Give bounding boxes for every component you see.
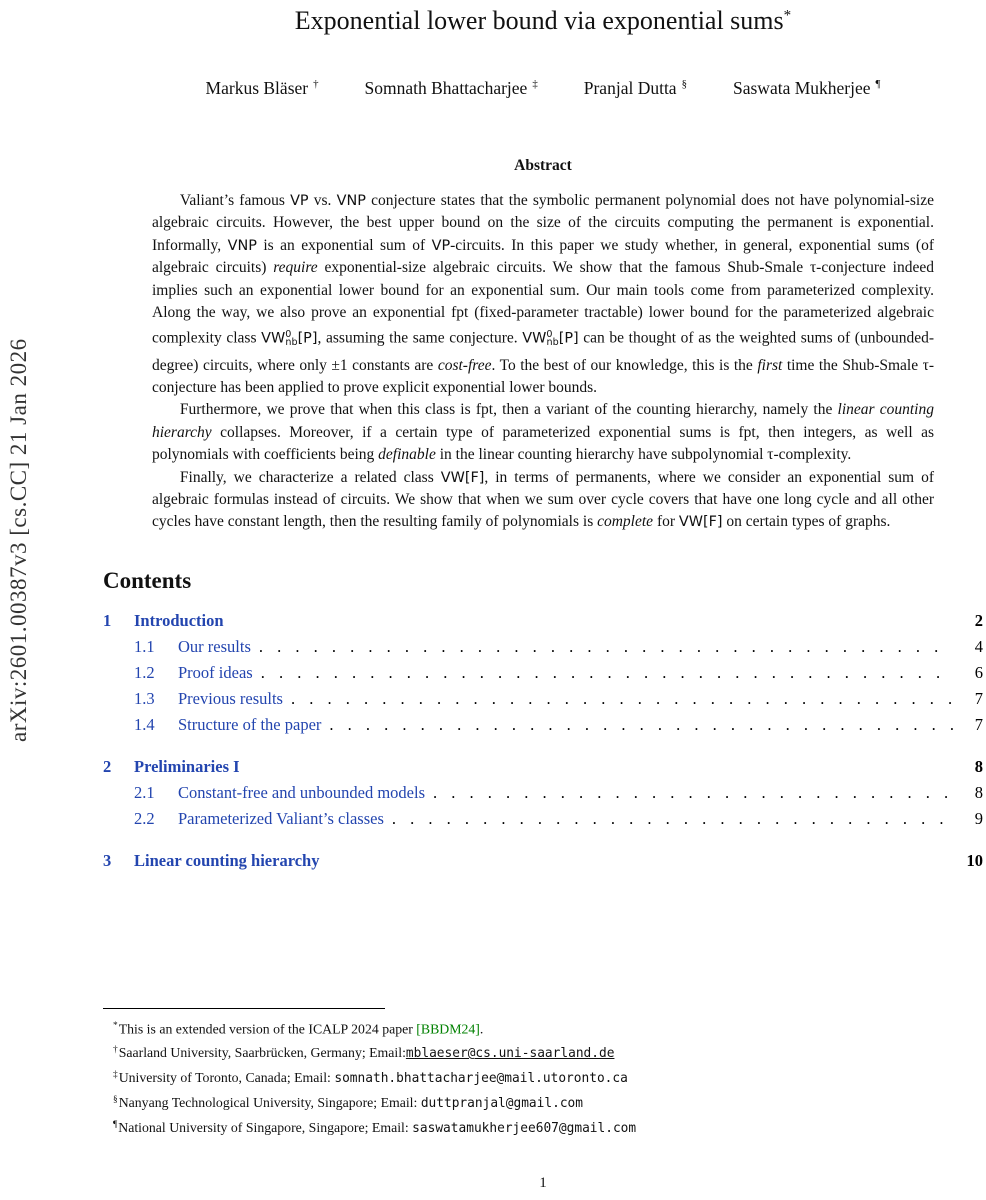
toc-number: 2.1 [134,782,155,802]
toc-title: Parameterized Valiant’s classes [178,808,384,828]
author-name: Somnath Bhattacharjee [364,78,528,98]
citation-link[interactable]: [BBDM24] [416,1021,480,1037]
author [584,78,687,99]
toc-page-number: 10 [966,850,983,870]
text-segment: VP [290,193,309,209]
page-number: 1 [539,1175,547,1191]
author-footnote-mark: ‡ [532,78,538,91]
author-footnote-mark: § [681,78,687,91]
toc-number: 3 [103,850,112,870]
text-segment: VP [431,237,451,254]
toc-number: 2 [103,756,112,776]
text-segment: nb [285,337,298,349]
text-segment: for [653,513,679,531]
toc-title: Constant-free and unbounded models [178,782,425,802]
text-segment: complete [597,513,654,531]
text-segment: time the Shub-Smale τ-conjecture has been applied to prove explicit exponential lower bounds. [152,356,934,396]
toc-title: Our results [178,636,251,656]
toc-number: 1.3 [134,688,155,708]
toc-title: Preliminaries I [134,756,240,776]
toc-entry-parameterized-valiants-classes[interactable] [103,806,983,832]
text-segment: Furthermore, we prove that when this class is fpt, then a variant of the counting hierarchy, namely the [179,401,838,419]
toc-number: 1.2 [134,662,155,682]
text-segment: 0 [285,329,292,341]
toc-title: Proof ideas [178,662,253,682]
authors-row [103,78,983,99]
text-segment: [P] [558,330,579,347]
toc-entry-introduction[interactable] [103,608,983,634]
text-segment: [P] [297,330,318,347]
abstract-paragraph [152,399,934,466]
text-segment: . To the best of our knowledge, this is the [491,356,758,374]
text-segment: Valiant’s famous [179,192,291,209]
toc-title: Previous results [178,688,283,708]
toc-title: Linear counting hierarchy [134,850,320,870]
abstract-paragraph [152,190,934,399]
toc-entry-constant-free-models[interactable] [103,780,983,806]
footnote-text [119,1022,484,1037]
footnote-text [119,1070,628,1085]
author [733,78,880,99]
toc-entry-proof-ideas[interactable] [103,660,983,686]
footnotes-block [103,1008,983,1139]
footnote-mark: ‡ [113,1069,118,1080]
text-segment: National University of Singapore, Singapore; Email: [118,1120,413,1136]
text-segment: This is an extended version of the ICALP 2024 paper [118,1021,417,1037]
footnote-rule [103,1008,385,1009]
author-name: Markus Bläser [205,78,309,98]
text-segment: in the linear counting hierarchy have subpolynomial τ-complexity. [435,446,852,464]
author [206,78,319,99]
text-segment: VW[F] [440,469,485,486]
text-segment: cost-free [437,356,492,374]
page-content [103,0,983,1200]
text-segment: nb [546,337,559,349]
toc-page-number: 8 [974,782,983,802]
author-name: Saswata Mukherjee [733,78,871,98]
toc-page-number: 7 [974,688,983,708]
abstract-paragraph [152,467,934,534]
text-segment: exponential-size algebraic circuits. We show that the famous Shub-Smale τ-conjecture indeed implies such an exponential lower bound for an exponential sum. Our main tools come from parameterized complexity. Along the way, we also prove an exponential fpt (fixed-parameter tractable) lower bound for the parameterized algebraic complexity class [152,259,935,347]
toc-page-number: 8 [974,756,983,776]
toc-page-number: 6 [974,662,983,682]
text-segment: conjecture states that the symbolic permanent polynomial does not have polynomial-size algebraic circuits. However, the best upper bound on the size of the circuits computing the permanent is exponential. Informally, [152,192,934,254]
toc-page-number: 7 [974,714,983,734]
text-segment: on certain types of graphs. [722,513,891,531]
dot-leader [392,806,953,832]
author-footnote-mark: ¶ [875,78,881,91]
toc-entry-preliminaries[interactable] [103,754,983,780]
toc-title: Introduction [134,610,224,630]
footnote-affiliation-blaeser [103,1040,983,1065]
text-segment: collapses. Moreover, if a certain type of parameterized exponential sums is fpt, then integers, as well as polynomials with coefficients being [152,423,934,464]
toc-title: Structure of the paper [178,714,322,734]
dot-leader [291,686,953,712]
text-segment: , assuming the same conjecture. [317,329,523,347]
title-footnote-mark: * [783,7,792,24]
text-segment: require [273,259,318,277]
author-name: Pranjal Dutta [583,78,677,98]
footnote-mark: § [113,1094,118,1105]
toc-number: 1.4 [134,714,155,734]
footnote-affiliation-bhattacharjee [103,1065,983,1090]
text-segment: . [479,1021,484,1037]
text-segment: linear counting hierarchy [152,401,934,441]
text-segment: duttpranjal@gmail.com [420,1096,583,1112]
dot-leader [259,634,953,660]
toc-entry-previous-results[interactable] [103,686,983,712]
text-segment: 0 [546,329,553,341]
paper-title-text: Exponential lower bound via exponential sums [294,6,784,35]
toc-entry-linear-counting-hierarchy[interactable] [103,848,983,874]
toc-entry-structure-of-the-paper[interactable] [103,712,983,738]
abstract-section [103,157,983,534]
footnote-mark: † [113,1044,118,1055]
footnote-text [118,1120,636,1135]
footnote-affiliation-mukherjee [103,1115,983,1140]
text-segment: Finally, we characterize a related class [179,468,441,486]
author-footnote-mark: † [313,78,319,91]
author [365,78,538,99]
dot-leader [261,660,953,686]
text-segment: VNP [227,237,257,254]
footnote-mark: ¶ [113,1119,118,1130]
contents-heading: Contents [103,567,192,593]
toc-number: 1.1 [134,636,155,656]
text-segment: first [757,356,783,374]
footnote-mark: * [113,1021,118,1031]
text-segment: Nanyang Technological University, Singapore; Email: [118,1095,421,1111]
text-segment: VW [522,330,547,347]
text-segment: definable [378,446,436,464]
footnote-text [119,1095,583,1110]
text-segment: saswatamukherjee607@gmail.com [412,1121,637,1137]
toc-number: 1 [103,610,112,630]
text-segment: VW[F] [678,514,723,531]
footnote-affiliation-dutta [103,1090,983,1115]
text-segment: VNP [336,193,366,209]
toc-page-number: 2 [974,610,983,630]
text-segment: vs. [308,192,337,209]
text-segment: VW [261,330,286,347]
text-segment: -circuits. In this paper we study whether, in general, exponential sums (of algebraic circuits) [152,236,934,277]
abstract-heading: Abstract [514,157,572,174]
table-of-contents [103,608,983,874]
toc-number: 2.2 [134,808,155,828]
text-segment: , in terms of permanents, where we consider an exponential sum of algebraic formulas instead of circuits. We show that when we sum over cycle covers that have one long cycle and all other cycles have constant length, then the resulting family of polynomials is [152,468,934,531]
toc-page-number: 4 [974,636,983,656]
dot-leader [433,780,953,806]
arxiv-watermark: arXiv:2601.00387v3 [cs.CC] 21 Jan 2026 [6,338,31,742]
text-segment: University of Toronto, Canada; Email: [118,1070,335,1086]
text-segment: is an exponential sum of [256,236,432,254]
text-segment: somnath.bhattacharjee@mail.utoronto.ca [334,1071,628,1087]
text-segment: can be thought of as the weighted sums of (unbounded-degree) circuits, where only ±1 constants are [152,329,934,374]
toc-entry-our-results[interactable] [103,634,983,660]
text-segment: mblaeser@cs.uni-saarland.de [405,1046,615,1062]
text-segment: Saarland University, Saarbrücken, Germany; Email: [118,1045,406,1061]
footnote-text [119,1045,615,1060]
toc-page-number: 9 [974,808,983,828]
paper-title [103,6,983,36]
footnote-thanks [103,1016,983,1040]
dot-leader [329,712,953,738]
